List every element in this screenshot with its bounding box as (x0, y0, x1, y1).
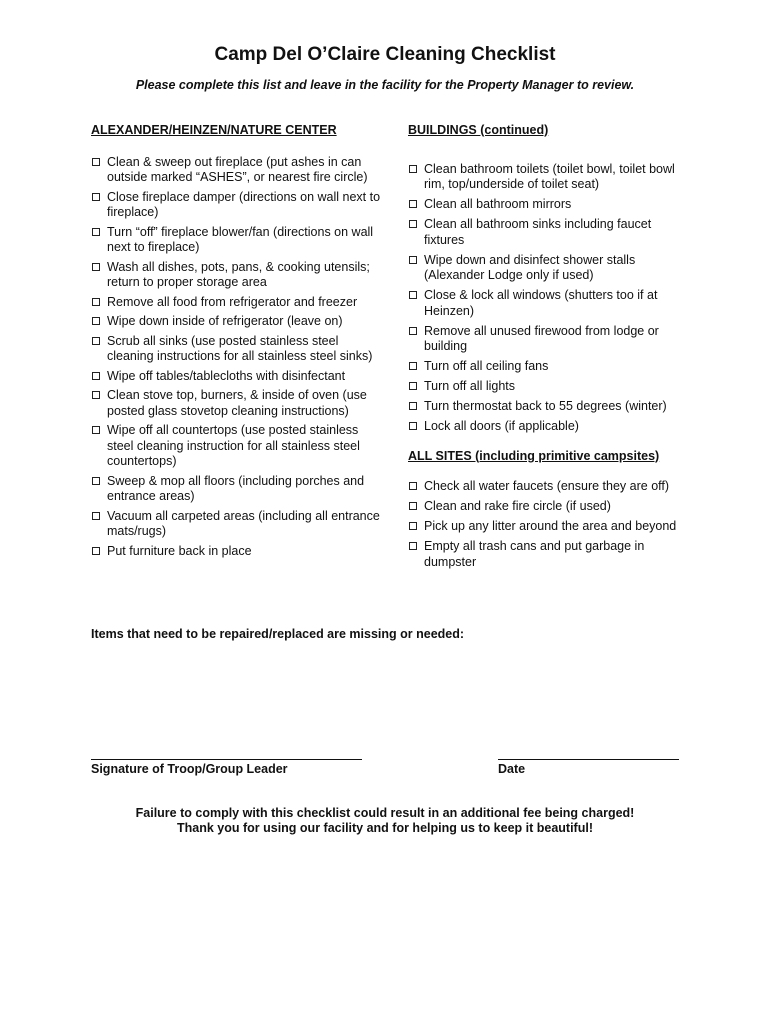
checklist-item-label: Close fireplace damper (directions on wall next to fireplace) (107, 189, 381, 219)
checkbox-icon[interactable] (409, 402, 417, 410)
checklist-item-label: Clean and rake fire circle (if used) (424, 499, 611, 513)
checklist-item (91, 260, 381, 291)
footer-warning: Failure to comply with this checklist could result in an additional fee being charged! (135, 806, 635, 820)
checklist-item-label: Close & lock all windows (shutters too if at Heinzen) (424, 288, 658, 318)
checkbox-icon[interactable] (409, 382, 417, 390)
checklist-item (91, 295, 381, 311)
checkbox-icon[interactable] (92, 547, 100, 555)
checkbox-icon[interactable] (92, 193, 100, 201)
checklist-item (408, 399, 693, 415)
checklist-item (91, 509, 381, 540)
checklist-item (408, 479, 693, 495)
signature-label: Signature of Troop/Group Leader (91, 762, 288, 776)
checkbox-icon[interactable] (409, 502, 417, 510)
checkbox-icon[interactable] (409, 165, 417, 173)
checklist-item (408, 197, 693, 213)
signature-line[interactable] (91, 759, 362, 760)
checklist-item-label: Remove all unused firewood from lodge or building (424, 323, 659, 353)
instructions-subtitle: Please complete this list and leave in the facility for the Property Manager to review. (135, 78, 635, 92)
checklist-item-label: Sweep & mop all floors (including porches and entrance areas) (107, 473, 365, 503)
checklist-item-label: Put furniture back in place (107, 543, 252, 558)
checklist-item-label: Scrub all sinks (use posted stainless steel cleaning instructions for all stainless steel sinks) (107, 333, 373, 363)
checkbox-icon[interactable] (92, 317, 100, 325)
checklist-item-label: Turn “off” fireplace blower/fan (directions on wall next to fireplace) (107, 224, 374, 254)
checklist-item-label: Wipe off all countertops (use posted stainless steel cleaning instruction for all stainless steel countertops) (107, 423, 360, 468)
checklist-item (408, 359, 693, 375)
checklist-item-label: Remove all food from refrigerator and freezer (107, 294, 358, 309)
checklist-item-label: Empty all trash cans and put garbage in dumpster (424, 539, 645, 569)
checklist-item-label: Clean bathroom toilets (toilet bowl, toilet bowl rim, top/underside of toilet seat) (424, 161, 675, 191)
checkbox-icon[interactable] (409, 220, 417, 228)
checkbox-icon[interactable] (409, 362, 417, 370)
checklist-item (91, 423, 381, 470)
checklist-item (91, 190, 381, 221)
checklist-item-label: Wash all dishes, pots, pans, & cooking utensils; return to proper storage area (107, 259, 370, 289)
checklist-item (408, 217, 693, 248)
checklist-item (408, 253, 693, 284)
section-heading-buildings: BUILDINGS (continued) (408, 123, 549, 137)
checklist-item-label: Wipe down and disinfect shower stalls (Alexander Lodge only if used) (424, 252, 636, 282)
checklist-item-label: Clean all bathroom sinks including faucet fixtures (424, 217, 652, 247)
checklist-item (91, 544, 381, 560)
checklist-item-label: Turn off all lights (424, 379, 516, 393)
checklist-item (91, 314, 381, 330)
checklist-item (408, 519, 693, 535)
checklist-item-label: Clean stove top, burners, & inside of oven (use posted glass stovetop cleaning instructions) (107, 388, 367, 418)
checklist-item-label: Lock all doors (if applicable) (424, 419, 579, 433)
checklist-item (91, 334, 381, 365)
checklist-alexander (91, 155, 381, 560)
checkbox-icon[interactable] (92, 298, 100, 306)
page-title: Camp Del O’Claire Cleaning Checklist (214, 44, 556, 65)
checklist-item-label: Turn off all ceiling fans (424, 359, 549, 373)
checkbox-icon[interactable] (92, 158, 100, 166)
checklist-item-label: Wipe down inside of refrigerator (leave on) (107, 314, 343, 328)
checklist-item (91, 474, 381, 505)
checklist-buildings (408, 162, 693, 435)
checklist-item (408, 419, 693, 435)
checkbox-icon[interactable] (92, 426, 100, 434)
checklist-item (91, 155, 381, 186)
checkbox-icon[interactable] (409, 422, 417, 430)
checkbox-icon[interactable] (92, 512, 100, 520)
checklist-item (408, 162, 693, 193)
checkbox-icon[interactable] (92, 228, 100, 236)
checklist-item-label: Clean & sweep out fireplace (put ashes in can outside marked “ASHES”, or nearest fire circle) (107, 154, 368, 184)
checklist-item (408, 379, 693, 395)
checkbox-icon[interactable] (92, 372, 100, 380)
checklist-all-sites (408, 479, 693, 570)
checkbox-icon[interactable] (409, 291, 417, 299)
checklist-item-label: Check all water faucets (ensure they are off) (424, 479, 670, 493)
checkbox-icon[interactable] (92, 263, 100, 271)
checklist-item-label: Vacuum all carpeted areas (including all entrance mats/rugs) (107, 508, 380, 538)
checklist-item (91, 388, 381, 419)
footer-thanks: Thank you for using our facility and for helping us to keep it beautiful! (177, 821, 593, 835)
checklist-item (408, 288, 693, 319)
date-label: Date (498, 762, 526, 776)
checkbox-icon[interactable] (409, 542, 417, 550)
checkbox-icon[interactable] (92, 391, 100, 399)
right-column (408, 123, 693, 575)
checkbox-icon[interactable] (409, 482, 417, 490)
checkbox-icon[interactable] (92, 337, 100, 345)
checklist-item (408, 539, 693, 570)
repair-needed-label: Items that need to be repaired/replaced are missing or needed: (91, 627, 465, 641)
checklist-item (408, 324, 693, 355)
checkbox-icon[interactable] (409, 327, 417, 335)
checkbox-icon[interactable] (92, 477, 100, 485)
checklist-item (91, 369, 381, 385)
checklist-item-label: Turn thermostat back to 55 degrees (winter) (424, 399, 667, 413)
date-line[interactable] (498, 759, 679, 760)
checklist-item (91, 225, 381, 256)
checkbox-icon[interactable] (409, 200, 417, 208)
checkbox-icon[interactable] (409, 522, 417, 530)
left-column (91, 123, 381, 563)
checkbox-icon[interactable] (409, 256, 417, 264)
checklist-item-label: Pick up any litter around the area and beyond (424, 519, 677, 533)
checklist-item-label: Clean all bathroom mirrors (424, 197, 572, 211)
checklist-item-label: Wipe off tables/tablecloths with disinfectant (107, 368, 346, 383)
checklist-item (408, 499, 693, 515)
section-heading-alexander: ALEXANDER/HEINZEN/NATURE CENTER (91, 123, 337, 137)
section-heading-all-sites: ALL SITES (including primitive campsites) (408, 448, 660, 463)
